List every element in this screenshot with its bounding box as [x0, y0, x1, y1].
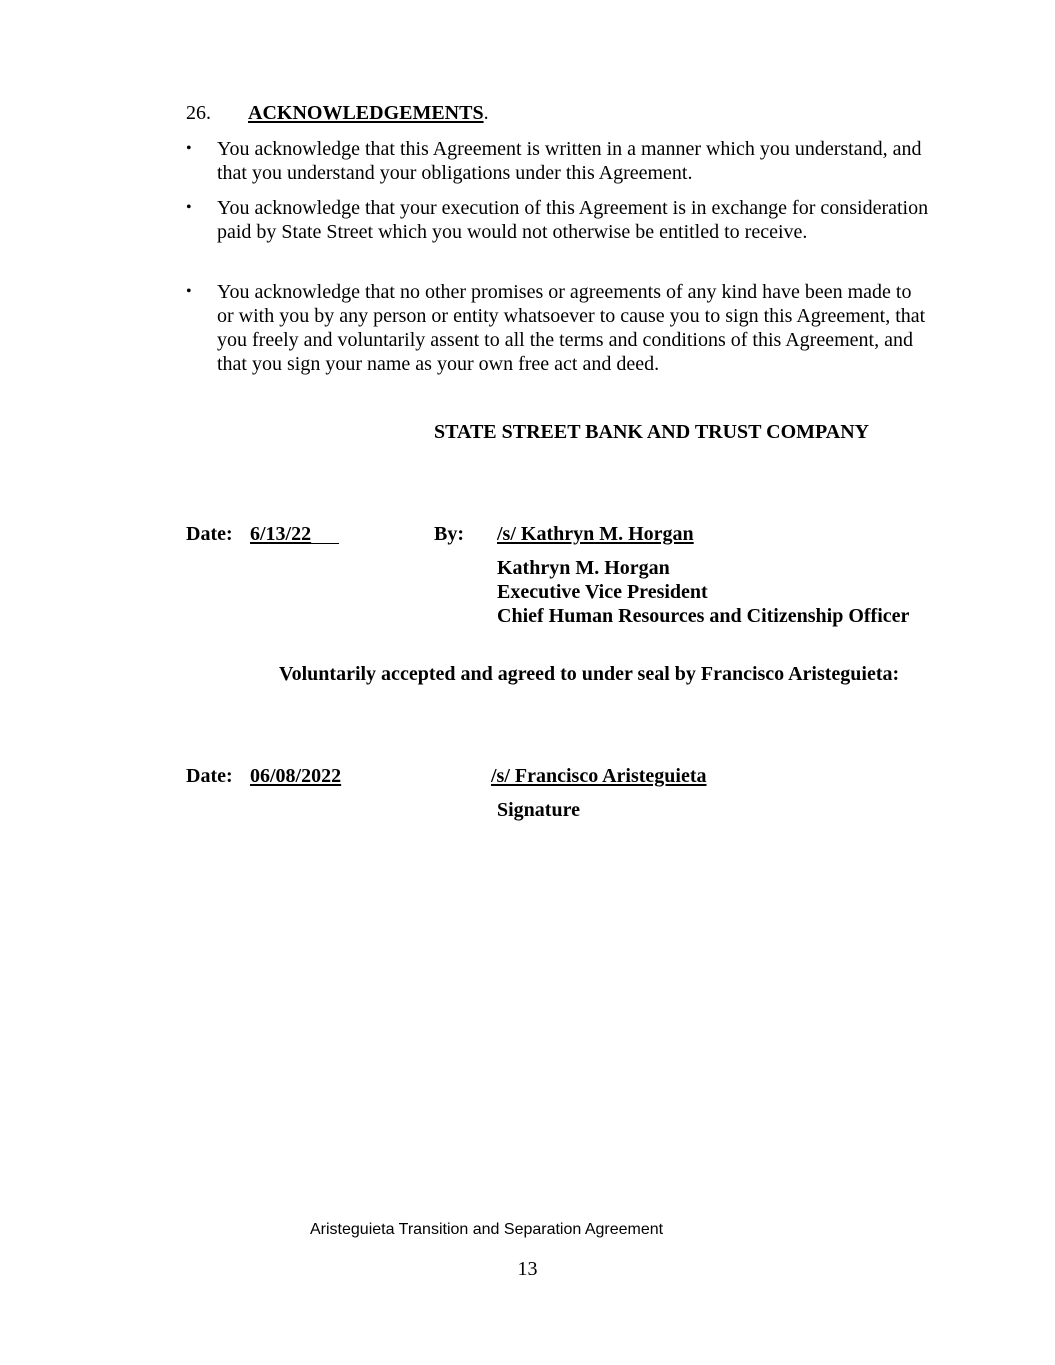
page-number: 13	[517, 1258, 538, 1280]
section-number: 26.	[186, 102, 211, 124]
company-date-underline	[250, 543, 339, 544]
signature-label: Signature	[497, 799, 580, 821]
bullet-text: You acknowledge that no other promises or agreements of any kind have been made to or with you by any person or entity whatsoever to cause you to sign this Agreement, that you freely and voluntarily assent to all the terms and conditions of this Agreement, and that you sign your name as your own free act and deed.	[217, 281, 926, 375]
signatory-title-1: Executive Vice President	[497, 581, 708, 603]
employee-date-label: Date:	[186, 765, 233, 787]
section-heading-punct: .	[483, 102, 489, 124]
signatory-title-2: Chief Human Resources and Citizenship Officer	[497, 605, 910, 627]
bullet-text: You acknowledge that this Agreement is written in a manner which you understand, and that you understand your obligations under this Agreement.	[217, 138, 922, 184]
bullet-icon: •	[186, 140, 192, 157]
bullet-text: You acknowledge that your execution of this Agreement is in exchange for consideration paid by State Street which you would not otherwise be entitled to receive.	[217, 197, 929, 243]
company-signature: /s/ Kathryn M. Horgan	[497, 523, 694, 545]
acceptance-text: Voluntarily accepted and agreed to under seal by Francisco Aristeguieta:	[279, 663, 900, 685]
company-date-text: 6/13/22	[250, 523, 312, 545]
section-heading-text: ACKNOWLEDGEMENTS	[248, 102, 484, 124]
signatory-name: Kathryn M. Horgan	[497, 557, 670, 579]
bullet-icon: •	[186, 283, 192, 300]
company-name: STATE STREET BANK AND TRUST COMPANY	[434, 421, 870, 443]
company-date-label: Date:	[186, 523, 233, 545]
footer-document-title: Aristeguieta Transition and Separation Agreement	[310, 1221, 664, 1238]
section-heading	[186, 101, 211, 125]
employee-signature: /s/ Francisco Aristeguieta	[491, 765, 707, 787]
by-label: By:	[434, 523, 464, 545]
section-title	[248, 101, 489, 125]
bullet-icon: •	[186, 199, 192, 216]
employee-date-value: 06/08/2022	[250, 765, 342, 787]
